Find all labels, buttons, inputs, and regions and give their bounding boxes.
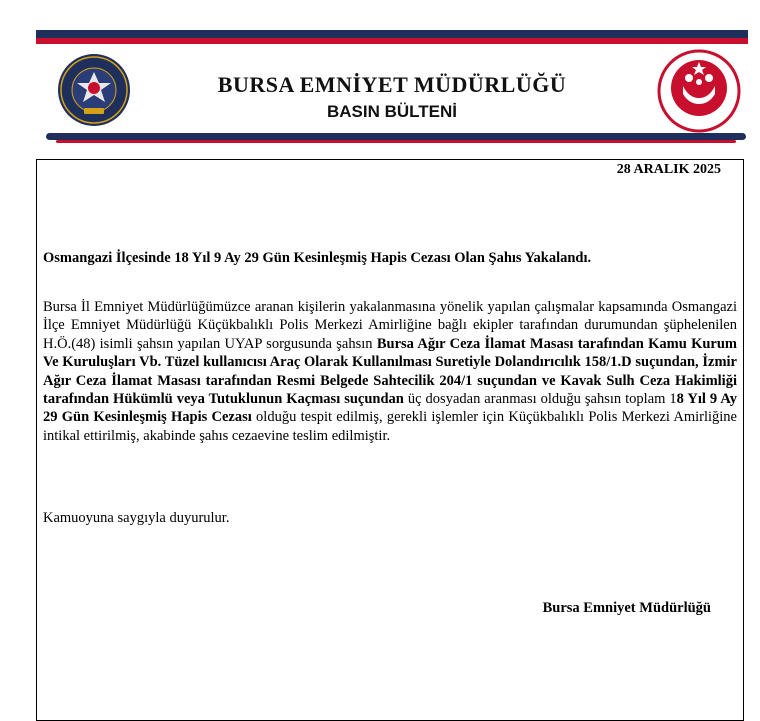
bulletin-heading: Osmangazi İlçesinde 18 Yıl 9 Ay 29 Gün Kesinleşmiş Hapis Cezası Olan Şahıs Yakalandı. [43,250,592,266]
bulletin-frame [36,159,744,721]
header-red-band [36,38,748,44]
bulletin-closing: Kamuoyuna saygıyla duyurulur. [43,510,230,526]
body-text: olduğu tespit edilmiş, gerekli işlemler için Küçükbalıklı Polis Merkezi Amirliğine intikal ettirilmiş, akabinde şahıs cezaevine teslim edilmiştir. [43,409,737,444]
bulletin-date: 28 ARALIK 2025 [616,162,721,177]
letterhead [36,30,748,148]
header-navy-band [36,30,748,38]
bulletin-signature: Bursa Emniyet Müdürlüğü [542,600,711,616]
bulletin-body [43,298,737,445]
header-red-swoosh [56,140,736,143]
family-year-icon [656,48,742,134]
body-text: Bursa İl Emniyet Müdürlüğümüzce aranan kişilerin yakalanmasına yönelik yapılan çalışmalar kapsamında Osmangazi İlçe Emniyet Müdürlüğü Küçükbalıklı Polis Merkezi Amirliğine bağlı ekipler tarafından durumundan şüphelenilen H.Ö.(48) isimli şahsın yapılan UYAP sorgusunda şahsın [43,299,737,352]
header-title: BURSA EMNİYET MÜDÜRLÜĞÜ [217,72,567,97]
header-navy-swoosh [46,133,746,140]
body-text-bold: Bursa Ağır Ceza İlamat Masası tarafından Kamu Kurum Ve Kuruluşları Vb. Tüzel kullanıcısı Araç Olarak Kullanılması Suretiyle Dolandırıcılık 158/1.D suçundan, İzmir Ağır Ceza İlamat Masası tarafından Resmi Belgede Sahtecilik 204/1 suçundan ve Kavak Sulh Ceza Hakimliği tarafından Hükümlü veya Tutuklunun Kaçması suçundan [43,335,737,408]
body-text-bold: 8 Yıl 9 Ay 29 Gün Kesinleşmiş Hapis Cezası [43,391,737,426]
body-text: üç dosyadan aranması olduğu şahsın toplam 1 [403,391,677,408]
header-subtitle: BASIN BÜLTENİ [326,102,457,121]
